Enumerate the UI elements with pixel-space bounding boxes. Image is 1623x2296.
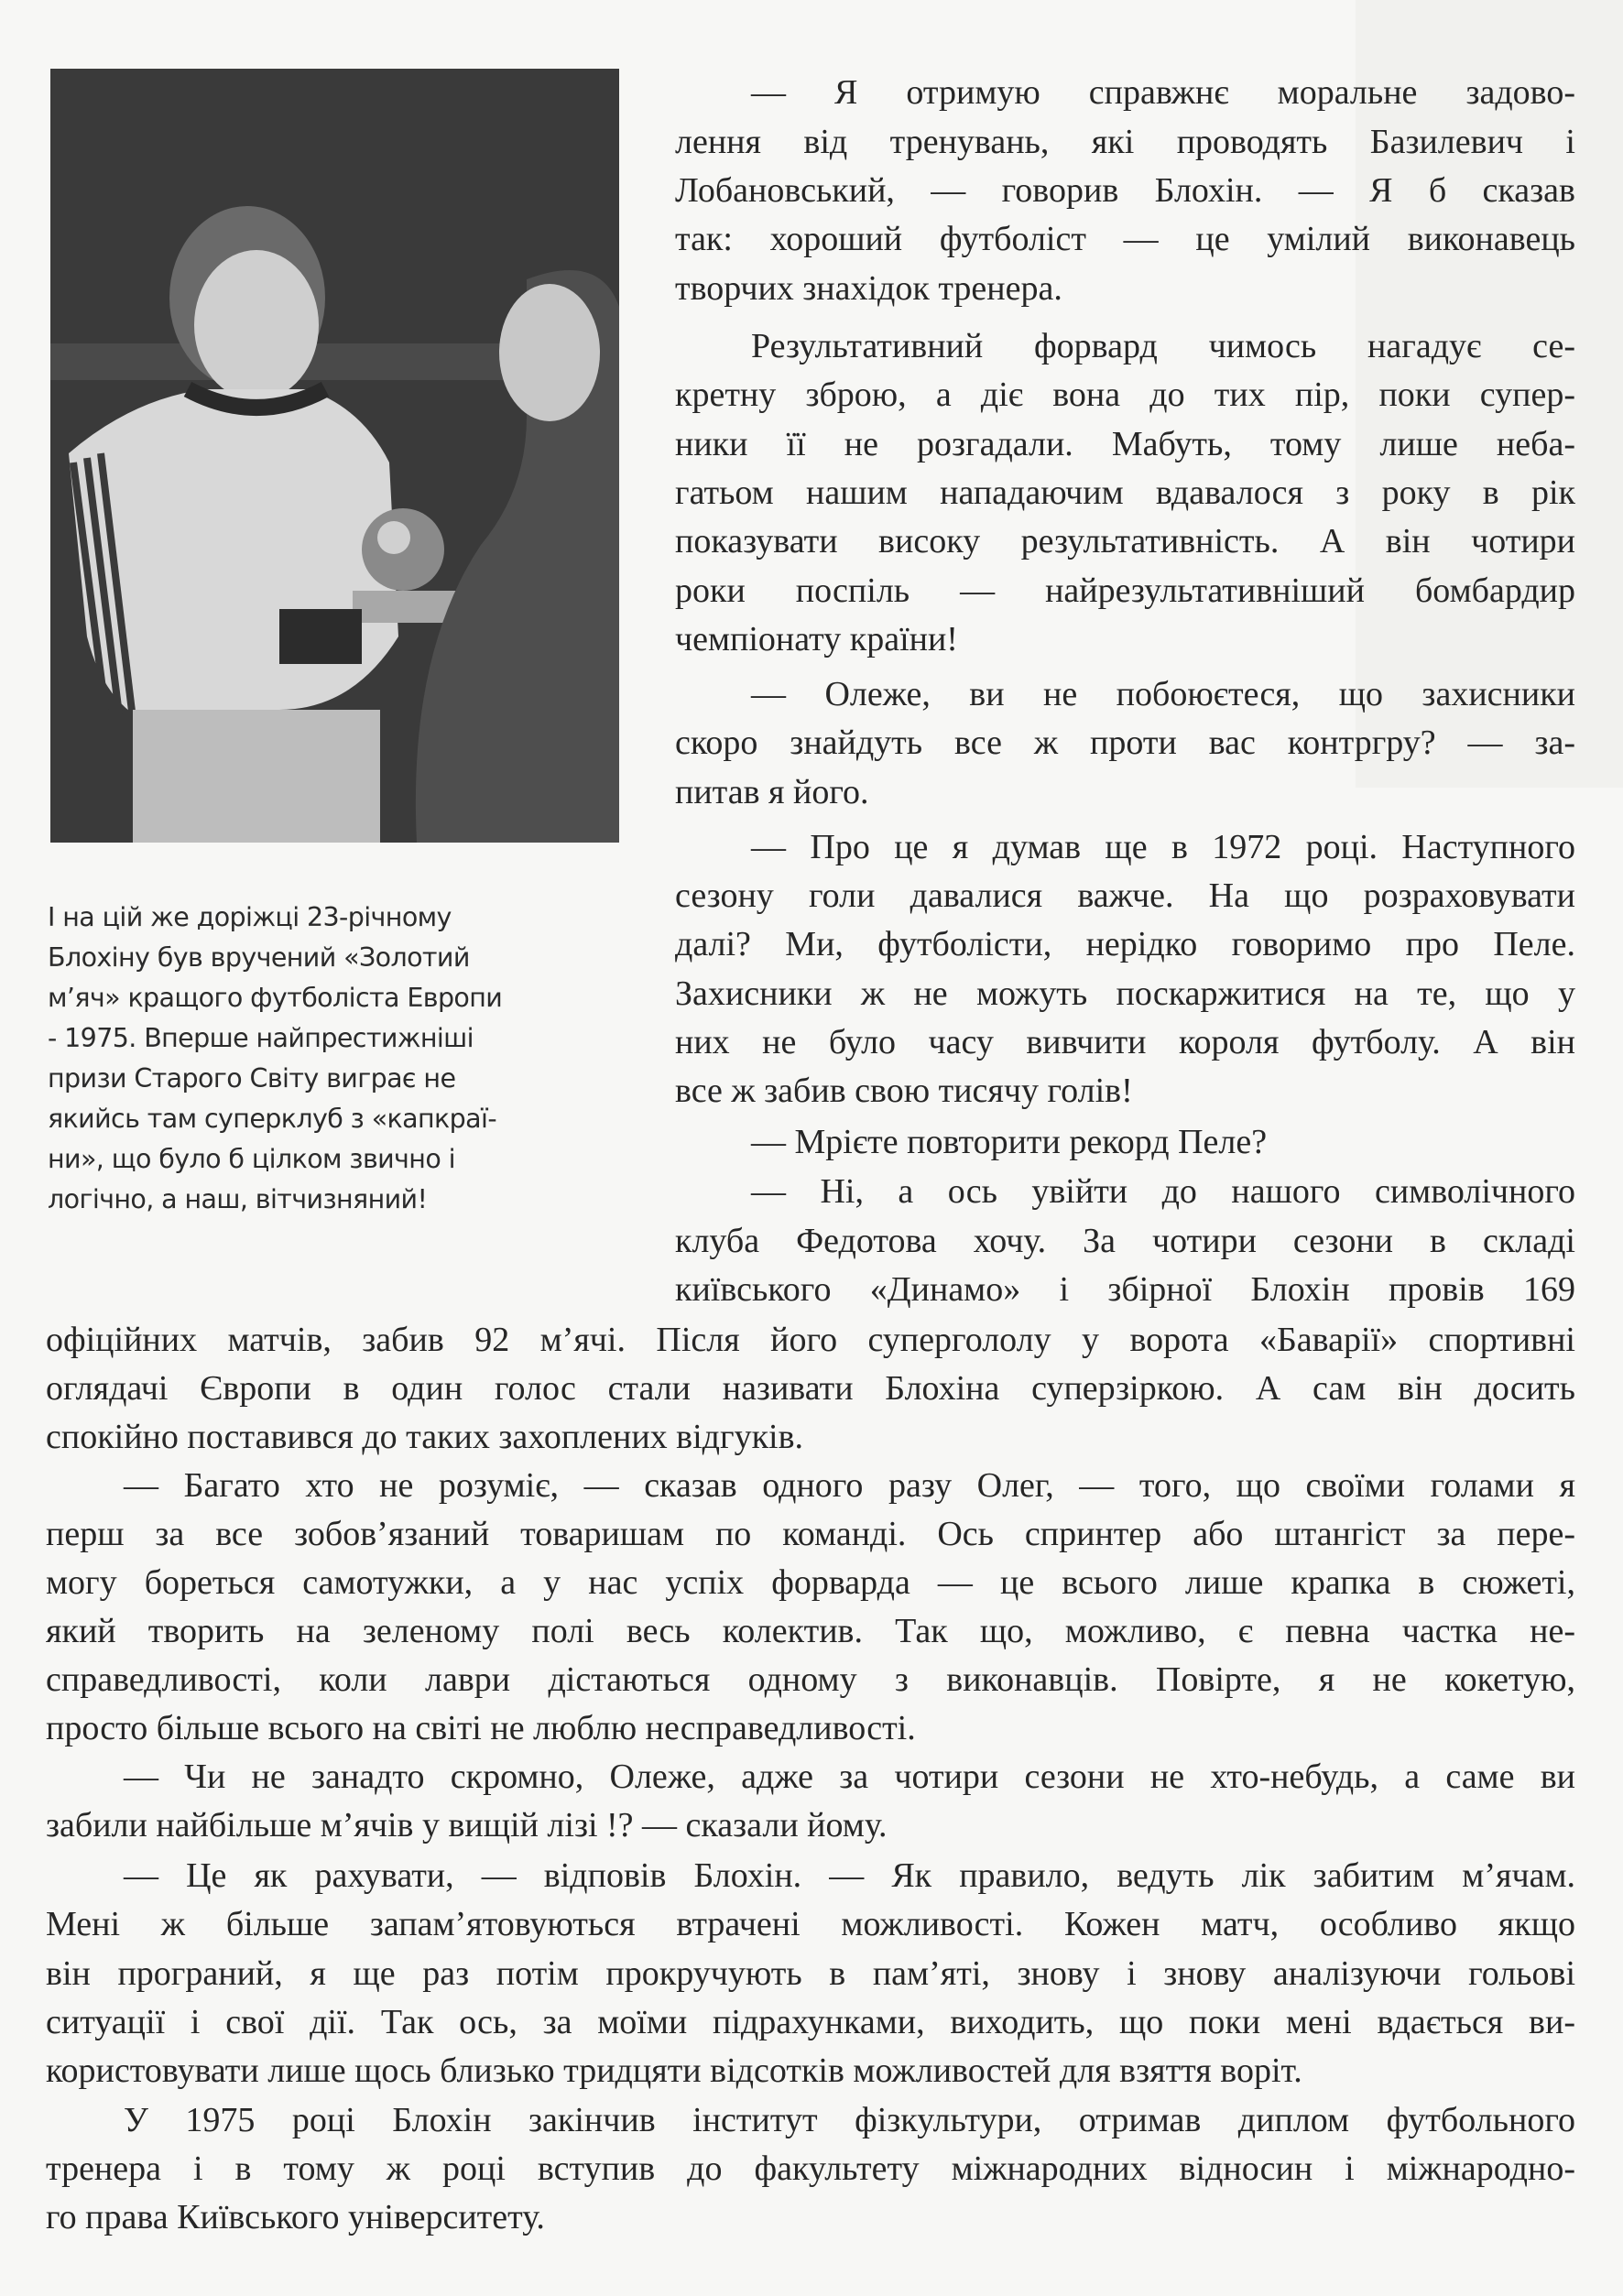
text-line: У 1975 році Блохін закінчив інститут фізкультури, отримав диплом футбольного [124, 2101, 1575, 2139]
text-line: користовувати лише щось близько тридцяти відсотків можливостей для взяття воріт. [46, 2051, 1302, 2090]
caption-line: - 1975. Вперше найпрестижніші [48, 1023, 474, 1053]
text-line: показувати високу результативність. А він чотири [675, 522, 1575, 560]
photo-caption [48, 898, 615, 1220]
text-line: гатьом нашим нападаючим вдавалося з року в рік [675, 473, 1575, 512]
text-line: скоро знайдуть все ж проти вас контргру? — за- [675, 724, 1575, 762]
text-line: — Я отримую справжнє моральне задово- [751, 73, 1575, 112]
text-line: все ж забив свою тисячу голів! [675, 1072, 1133, 1110]
text-line: спокійно поставився до таких захоплених відгуків. [46, 1418, 804, 1456]
text-line: — Чи не занадто скромно, Олеже, адже за чотири сезони не хто-небудь, а саме ви [124, 1757, 1575, 1796]
caption-line: якийсь там суперклуб з «капкраї- [48, 1104, 497, 1134]
text-line: кретну зброю, а діє вона до тих пір, поки супер- [675, 375, 1575, 414]
caption-line: І на цій же доріжці 23-річному [48, 902, 452, 932]
text-line: — Це як рахувати, — відповів Блохін. — Як правило, ведуть лік забитим м’ячам. [124, 1856, 1575, 1895]
text-line: питав я його. [675, 773, 869, 811]
text-line: справедливості, коли лаври дістаються одному з виконавців. Повірте, я не кокетую, [46, 1660, 1575, 1699]
text-line: — Ні, а ось увійти до нашого символічного [751, 1172, 1575, 1211]
text-line: ники її не розгадали. Мабуть, тому лише неба- [675, 425, 1575, 463]
photo-image-icon [50, 69, 619, 843]
text-line: клуба Федотова хочу. За чотири сезони в складі [675, 1222, 1575, 1260]
text-line: сезону голи давалися важче. На що розраховувати [675, 876, 1575, 915]
caption-line: Блохіну був вручений «Золотий [48, 942, 470, 973]
caption-line: м’яч» кращого футболіста Европи [48, 983, 503, 1013]
text-line: лення від тренувань, які проводять Базилевич і [675, 123, 1575, 161]
text-line: тренера і в тому ж році вступив до факультету міжнародних відносин і міжнародно- [46, 2149, 1575, 2188]
text-line: Лобановський, — говорив Блохін. — Я б сказав [675, 171, 1575, 210]
text-line: ситуації і свої дії. Так ось, за моїми підрахунками, виходить, що поки мені вдається ви- [46, 2003, 1575, 2041]
text-line: київського «Динамо» і збірної Блохін провів 169 [675, 1270, 1575, 1309]
caption-line: призи Старого Світу виграє не [48, 1063, 456, 1094]
text-line: творчих знахідок тренера. [675, 269, 1062, 308]
text-line: який творить на зеленому полі весь колектив. Так що, можливо, є певна частка не- [46, 1612, 1575, 1650]
photo-golden-ball-presentation [50, 69, 619, 843]
text-line: — Мрієте повторити рекорд Пеле? [751, 1123, 1268, 1161]
text-line: них не було часу вивчити короля футболу. А він [675, 1023, 1575, 1061]
text-line: — Про це я думав ще в 1972 році. Наступного [751, 828, 1575, 866]
text-line: роки поспіль — найрезультативніший бомбардир [675, 571, 1575, 610]
text-line: далі? Ми, футболісти, нерідко говоримо про Пеле. [675, 925, 1575, 963]
text-line: забили найбільше м’ячів у вищій лізі !? — сказали йому. [46, 1806, 888, 1844]
text-line: чемпіонату країни! [675, 620, 958, 658]
caption-line: логічно, а наш, вітчизняний! [48, 1184, 428, 1214]
text-line: — Олеже, ви не побоюєтеся, що захисники [751, 675, 1575, 713]
text-line: Результативний форвард чимось нагадує се- [751, 327, 1575, 365]
text-line: оглядачі Європи в один голос стали називати Блохіна суперзіркою. А сам він досить [46, 1369, 1575, 1408]
text-line: — Багато хто не розуміє, — сказав одного разу Олег, — того, що своїми голами я [124, 1466, 1575, 1505]
text-line: Мені ж більше запам’ятовуються втрачені можливості. Кожен матч, особливо якщо [46, 1905, 1575, 1943]
caption-line: ни», що було б цілком звично і [48, 1144, 455, 1174]
text-line: він програний, я ще раз потім прокручують в пам’яті, знову і знову аналізуючи гольові [46, 1954, 1575, 1993]
text-line: так: хороший футболіст — це умілий виконавець [675, 220, 1575, 258]
text-line: офіційних матчів, забив 92 м’ячі. Після його супергололу у ворота «Баварії» спортивні [46, 1321, 1575, 1359]
text-line: просто більше всього на світі не люблю несправедливості. [46, 1709, 916, 1747]
text-line: могу бореться самотужки, а у нас успіх форварда — це всього лише крапка в сюжеті, [46, 1563, 1575, 1602]
text-line: го права Київського університету. [46, 2198, 545, 2236]
text-line: Захисники ж не можуть поскаржитися на те, що у [675, 974, 1575, 1013]
text-line: перш за все зобов’язаний товаришам по команді. Ось спринтер або штангіст за пере- [46, 1515, 1575, 1553]
